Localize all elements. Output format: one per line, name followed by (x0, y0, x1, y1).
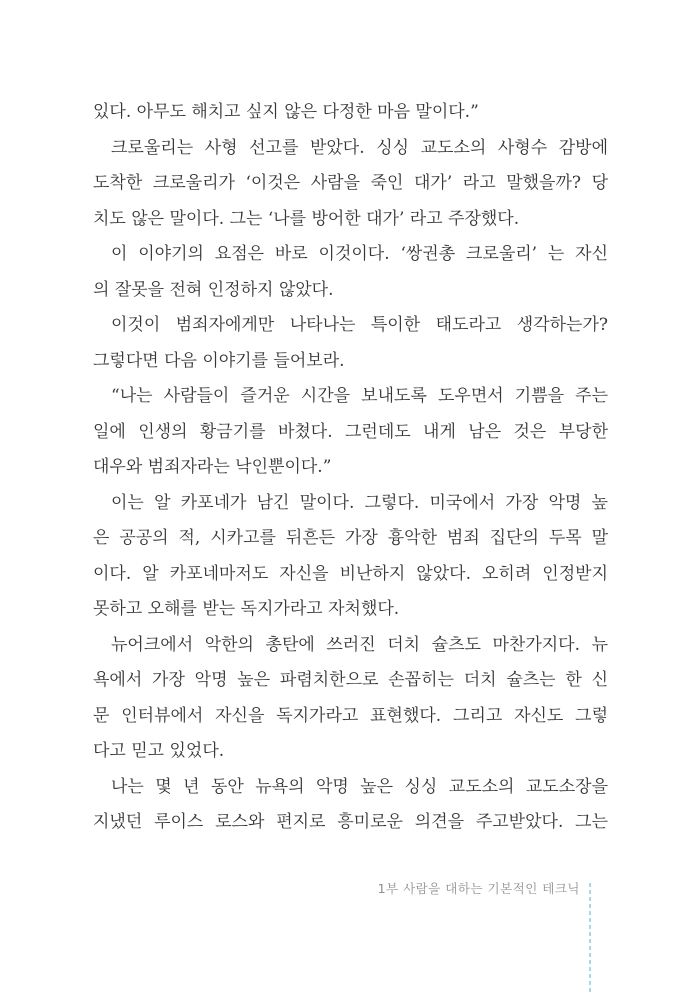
text-line: 은 공공의 적, 시카고를 뒤흔든 가장 흉악한 범죄 집단의 두목 말 (93, 528, 608, 548)
text-line: “나는 사람들이 즐거운 시간을 보내도록 도우면서 기쁨을 주는 (111, 386, 608, 406)
text-line: 크로울리는 사형 선고를 받았다. 싱싱 교도소의 사형수 감방에 (111, 137, 608, 158)
text-line: 뉴어크에서 악한의 총탄에 쓰러진 더치 슐츠도 마찬가지다. 뉴 (111, 634, 608, 655)
text-line: 지냈던 루이스 로스와 편지로 흥미로운 의견을 주고받았다. 그는 (93, 812, 608, 832)
text-line: 의 잘못을 전혀 인정하지 않았다. (93, 279, 334, 300)
page-footer (378, 880, 580, 898)
text-line: 이다. 알 카포네마저도 자신을 비난하지 않았다. 오히려 인정받지 (93, 563, 608, 584)
footer-section-label: 1부 사람을 대하는 기본적인 테크닉 (377, 881, 580, 896)
footer-divider-dashed-line (589, 883, 591, 994)
text-line: 이것이 범죄자에게만 나타나는 특이한 태도라고 생각하는가? (111, 315, 608, 335)
text-line: 욕에서 가장 악명 높은 파렴치한으로 손꼽히는 더치 슐츠는 한 신 (93, 670, 608, 690)
text-line: 문 인터뷰에서 자신을 독지가라고 표현했다. 그리고 자신도 그렇 (93, 705, 608, 726)
text-line: 못하고 오해를 받는 독지가라고 자처했다. (93, 599, 400, 619)
text-line: 도착한 크로울리가 ‘이것은 사람을 죽인 대가’ 라고 말했을까? 당 (93, 173, 608, 193)
text-line: 그렇다면 다음 이야기를 들어보라. (93, 350, 345, 371)
text-line: 치도 않은 말이다. 그는 ‘나를 방어한 대가’ 라고 주장했다. (93, 208, 520, 229)
text-line: 이 이야기의 요점은 바로 이것이다. ‘쌍권총 크로울리’ 는 자신 (111, 244, 608, 264)
body-text (93, 95, 608, 841)
text-line: 나는 몇 년 동안 뉴욕의 악명 높은 싱싱 교도소의 교도소장을 (111, 776, 608, 797)
text-line: 일에 인생의 황금기를 바쳤다. 그런데도 내게 남은 것은 부당한 (93, 421, 608, 442)
text-line: 있다. 아무도 해치고 싶지 않은 다정한 마음 말이다.” (93, 102, 479, 122)
text-line: 이는 알 카포네가 남긴 말이다. 그렇다. 미국에서 가장 악명 높 (111, 492, 608, 513)
text-line: 다고 믿고 있었다. (93, 741, 225, 761)
text-line: 대우와 범죄자라는 낙인뿐이다.” (93, 457, 332, 477)
